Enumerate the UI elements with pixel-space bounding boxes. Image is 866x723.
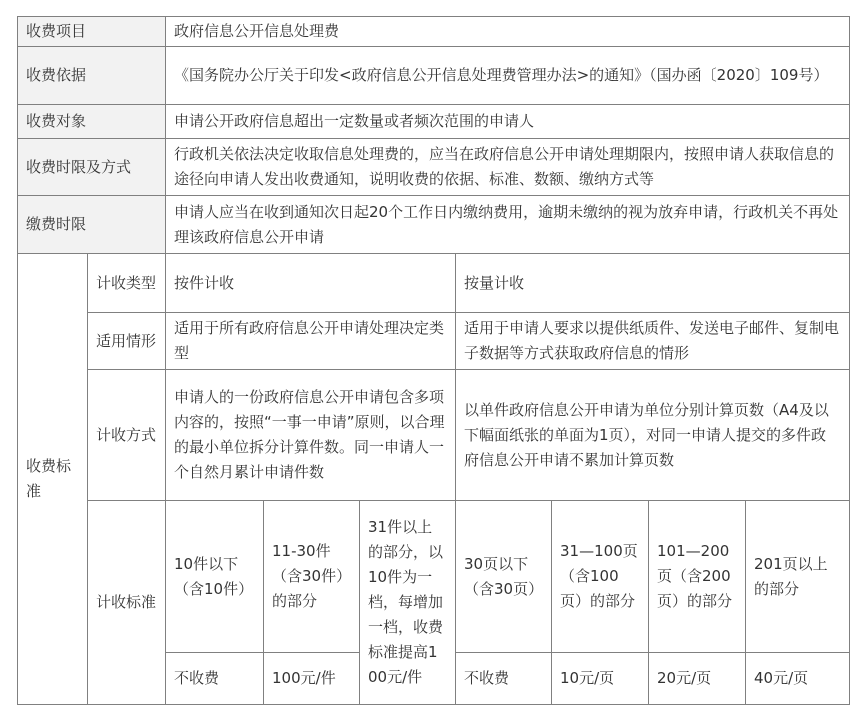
item-tier-range: 11-30件（含30件）的部分 [264, 501, 360, 653]
item-tier-range: 31件以上的部分，以10件为一档，每增加一档，收费标准提高100元/件 [360, 501, 456, 705]
scope-by-volume: 适用于申请人要求以提供纸质件、发送电子邮件、复制电子数据等方式获取政府信息的情形 [456, 313, 850, 370]
fee-table [17, 16, 850, 705]
volume-tier-range: 201页以上的部分 [746, 501, 850, 653]
label-criteria: 计收标准 [88, 501, 166, 705]
row-type [18, 254, 850, 313]
volume-tier-fee: 10元/页 [552, 653, 649, 705]
method-by-volume: 以单件政府信息公开申请为单位分别计算页数（A4及以下幅面纸张的单面为1页），对同一申请人提交的多件政府信息公开申请不累加计算页数 [456, 370, 850, 501]
volume-tier-fee: 20元/页 [649, 653, 746, 705]
value-item: 政府信息公开信息处理费 [166, 17, 850, 47]
label-type: 计收类型 [88, 254, 166, 313]
label-target: 收费对象 [18, 105, 166, 139]
row-payment-time [18, 196, 850, 254]
method-by-item: 申请人的一份政府信息公开申请包含多项内容的，按照“一事一申请”原则，以合理的最小单位拆分计算件数。同一申请人一个自然月累计申请件数 [166, 370, 456, 501]
item-tier-range: 10件以下（含10件） [166, 501, 264, 653]
row-target [18, 105, 850, 139]
label-standard: 收费标准 [18, 254, 88, 705]
volume-tier-fee: 40元/页 [746, 653, 850, 705]
row-criteria-ranges [18, 501, 850, 653]
volume-tier-fee: 不收费 [456, 653, 552, 705]
volume-tier-range: 101—200页（含200页）的部分 [649, 501, 746, 653]
row-item [18, 17, 850, 47]
row-basis [18, 47, 850, 105]
value-time-method: 行政机关依法决定收取信息处理费的，应当在政府信息公开申请处理期限内，按照申请人获取信息的途径向申请人发出收费通知，说明收费的依据、标准、数额、缴纳方式等 [166, 139, 850, 196]
label-payment-time: 缴费时限 [18, 196, 166, 254]
label-method: 计收方式 [88, 370, 166, 501]
row-scope [18, 313, 850, 370]
row-time-method [18, 139, 850, 196]
label-basis: 收费依据 [18, 47, 166, 105]
volume-tier-range: 31—100页（含100页）的部分 [552, 501, 649, 653]
value-payment-time: 申请人应当在收到通知次日起20个工作日内缴纳费用，逾期未缴纳的视为放弃申请，行政机关不再处理该政府信息公开申请 [166, 196, 850, 254]
row-method [18, 370, 850, 501]
label-item: 收费项目 [18, 17, 166, 47]
scope-by-item: 适用于所有政府信息公开申请处理决定类型 [166, 313, 456, 370]
value-basis: 《国务院办公厅关于印发<政府信息公开信息处理费管理办法>的通知》（国办函〔2020〕109号） [166, 47, 850, 105]
item-tier-fee: 100元/件 [264, 653, 360, 705]
type-by-volume: 按量计收 [456, 254, 850, 313]
volume-tier-range: 30页以下（含30页） [456, 501, 552, 653]
value-target: 申请公开政府信息超出一定数量或者频次范围的申请人 [166, 105, 850, 139]
type-by-item: 按件计收 [166, 254, 456, 313]
label-scope: 适用情形 [88, 313, 166, 370]
label-time-method: 收费时限及方式 [18, 139, 166, 196]
item-tier-fee: 不收费 [166, 653, 264, 705]
